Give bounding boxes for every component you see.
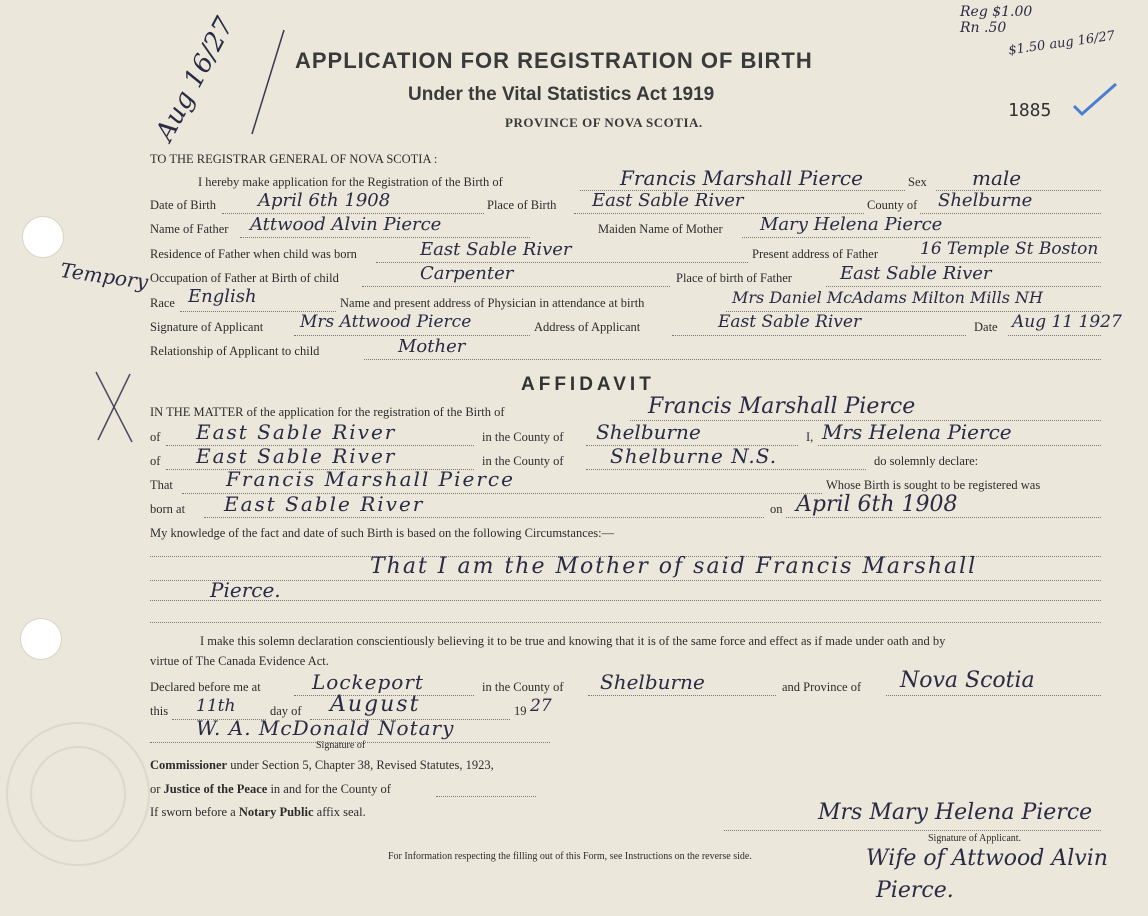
month-value: August — [330, 692, 421, 717]
form-title: APPLICATION FOR REGISTRATION OF BIRTH — [295, 48, 813, 73]
mother-value: Mary Helena Pierce — [760, 214, 943, 235]
father-value: Attwood Alvin Pierce — [250, 214, 442, 235]
checkmark-icon — [1070, 80, 1120, 120]
declaration-line-1: I make this solemn declaration conscientiously believing it to be true and knowing that it is of the same force and effect as if made under oath and by — [200, 634, 946, 648]
intro-text: I hereby make application for the Registration of the Birth of — [198, 175, 503, 189]
father-label: Name of Father — [150, 222, 229, 236]
commissioner-line — [150, 758, 494, 773]
county-label-3: in the County of — [482, 680, 564, 694]
father-birthplace-value: East Sable River — [840, 263, 992, 284]
county-value-3: Shelburne — [600, 670, 705, 694]
year-value: 27 — [530, 696, 552, 716]
fee-note-2: Rn .50 — [960, 20, 1007, 36]
province-value: Nova Scotia — [900, 668, 1035, 693]
child-name: Francis Marshall Pierce — [620, 166, 863, 190]
sex-value: male — [972, 166, 1022, 190]
form-number: 1885 — [1008, 100, 1052, 121]
present-address-value: 16 Temple St Boston — [920, 239, 1099, 259]
form-subtitle: Under the Vital Statistics Act 1919 — [408, 84, 715, 105]
justice-text: in and for the County of — [270, 782, 391, 796]
declare-text: do solemnly declare: — [874, 454, 979, 468]
relationship-value: Mother — [398, 336, 466, 357]
day-value: 11th — [196, 696, 236, 716]
dob-value: April 6th 1908 — [258, 190, 391, 211]
county-value-2: Shelburne N.S. — [610, 444, 778, 468]
i-label: I, — [806, 430, 814, 444]
affidavit-heading: AFFIDAVIT — [521, 374, 655, 395]
slash-mark-icon — [248, 28, 288, 138]
of-place-2: East Sable River — [196, 444, 397, 468]
place-label: Place of Birth — [487, 198, 557, 212]
signature-of-label: Signature of — [316, 740, 366, 751]
justice-line — [150, 782, 391, 797]
that-name: Francis Marshall Pierce — [226, 467, 515, 491]
applicant-signature-label: Signature of Applicant. — [928, 833, 1022, 844]
county-value: Shelburne — [938, 190, 1033, 211]
margin-note: Tempory — [58, 257, 150, 295]
occupation-value: Carpenter — [420, 263, 514, 284]
justice-label: Justice of the Peace — [163, 782, 268, 796]
declared-label: Declared before me at — [150, 680, 261, 694]
of-label-1: of — [150, 430, 161, 444]
declaration-line-2: virtue of The Canada Evidence Act. — [150, 654, 329, 668]
cross-mark-icon — [90, 368, 140, 448]
declarant-name: Mrs Helena Pierce — [822, 420, 1012, 444]
notary-text-1: If sworn before a — [150, 805, 236, 819]
signature-value: Mrs Attwood Pierce — [300, 312, 472, 332]
matter-text: IN THE MATTER of the application for the registration of the Birth of — [150, 405, 505, 419]
wife-note-line-2: Pierce. — [876, 878, 954, 903]
mother-label: Maiden Name of Mother — [598, 222, 723, 236]
day-of-label: day of — [270, 704, 302, 718]
county-label-2: in the County of — [482, 454, 564, 468]
residence-label: Residence of Father when child was born — [150, 247, 357, 261]
circumstance-line-1: That I am the Mother of said Francis Marshall — [370, 554, 978, 579]
physician-label: Name and present address of Physician in attendance at birth — [340, 296, 645, 310]
occupation-label: Occupation of Father at Birth of child — [150, 271, 339, 285]
present-address-label: Present address of Father — [752, 247, 879, 261]
dob-label: Date of Birth — [150, 198, 216, 212]
knowledge-text: My knowledge of the fact and date of such Birth is based on the following Circumstances:— — [150, 526, 615, 540]
province-heading: PROVINCE OF NOVA SCOTIA. — [505, 115, 703, 130]
applicant-signature: Mrs Mary Helena Pierce — [818, 800, 1093, 825]
this-label: this — [150, 704, 169, 718]
physician-value: Mrs Daniel McAdams Milton Mills NH — [732, 288, 1043, 307]
county-label: County of — [867, 198, 918, 212]
notary-signature: W. A. McDonald Notary — [196, 716, 455, 740]
signature-label: Signature of Applicant — [150, 320, 264, 334]
punch-hole-top — [22, 216, 64, 258]
born-at-place: East Sable River — [224, 492, 425, 516]
applicant-address-label: Address of Applicant — [534, 320, 641, 334]
place-value: East Sable River — [592, 190, 744, 211]
wife-note-line-1: Wife of Attwood Alvin — [866, 846, 1108, 871]
whose-birth-text: Whose Birth is sought to be registered was — [826, 478, 1041, 492]
notary-seal-inner-ring — [30, 746, 126, 842]
fee-note-3: $1.50 aug 16/27 — [1007, 28, 1116, 59]
born-at-label: born at — [150, 502, 186, 516]
date-value: Aug 11 1927 — [1012, 312, 1122, 332]
notary-public-label: Notary Public — [238, 805, 314, 819]
commissioner-label: Commissioner — [150, 758, 228, 772]
on-label: on — [770, 502, 783, 516]
notary-line — [150, 805, 366, 820]
or-label: or — [150, 782, 161, 796]
punch-hole-bottom — [20, 618, 62, 660]
father-birthplace-label: Place of birth of Father — [676, 271, 792, 285]
sex-label: Sex — [908, 175, 927, 189]
addressee: TO THE REGISTRAR GENERAL OF NOVA SCOTIA : — [150, 152, 438, 166]
of-label-2: of — [150, 454, 161, 468]
declared-place: Lockeport — [312, 670, 424, 694]
circumstance-line-2: Pierce. — [210, 578, 281, 602]
race-value: English — [188, 286, 257, 307]
fee-note-1: Reg $1.00 — [960, 4, 1033, 20]
race-label: Race — [150, 296, 175, 310]
born-on-date: April 6th 1908 — [796, 492, 958, 517]
that-label: That — [150, 478, 173, 492]
notary-text-2: affix seal. — [316, 805, 366, 819]
date-label: Date — [974, 320, 998, 334]
of-place-1: East Sable River — [196, 420, 397, 444]
year-prefix: 19 — [514, 704, 527, 718]
relationship-label: Relationship of Applicant to child — [150, 344, 320, 358]
matter-name: Francis Marshall Pierce — [648, 394, 916, 419]
date-received-note: Aug 16/27 — [150, 12, 241, 147]
province-label: and Province of — [782, 680, 862, 694]
footer-instructions: For Information respecting the filling out of this Form, see Instructions on the reverse side. — [388, 851, 752, 862]
county-label-1: in the County of — [482, 430, 564, 444]
county-value-1: Shelburne — [596, 420, 701, 444]
residence-value: East Sable River — [420, 239, 572, 260]
commissioner-text: under Section 5, Chapter 38, Revised Statutes, 1923, — [230, 758, 494, 772]
applicant-address-value: East Sable River — [718, 312, 862, 332]
